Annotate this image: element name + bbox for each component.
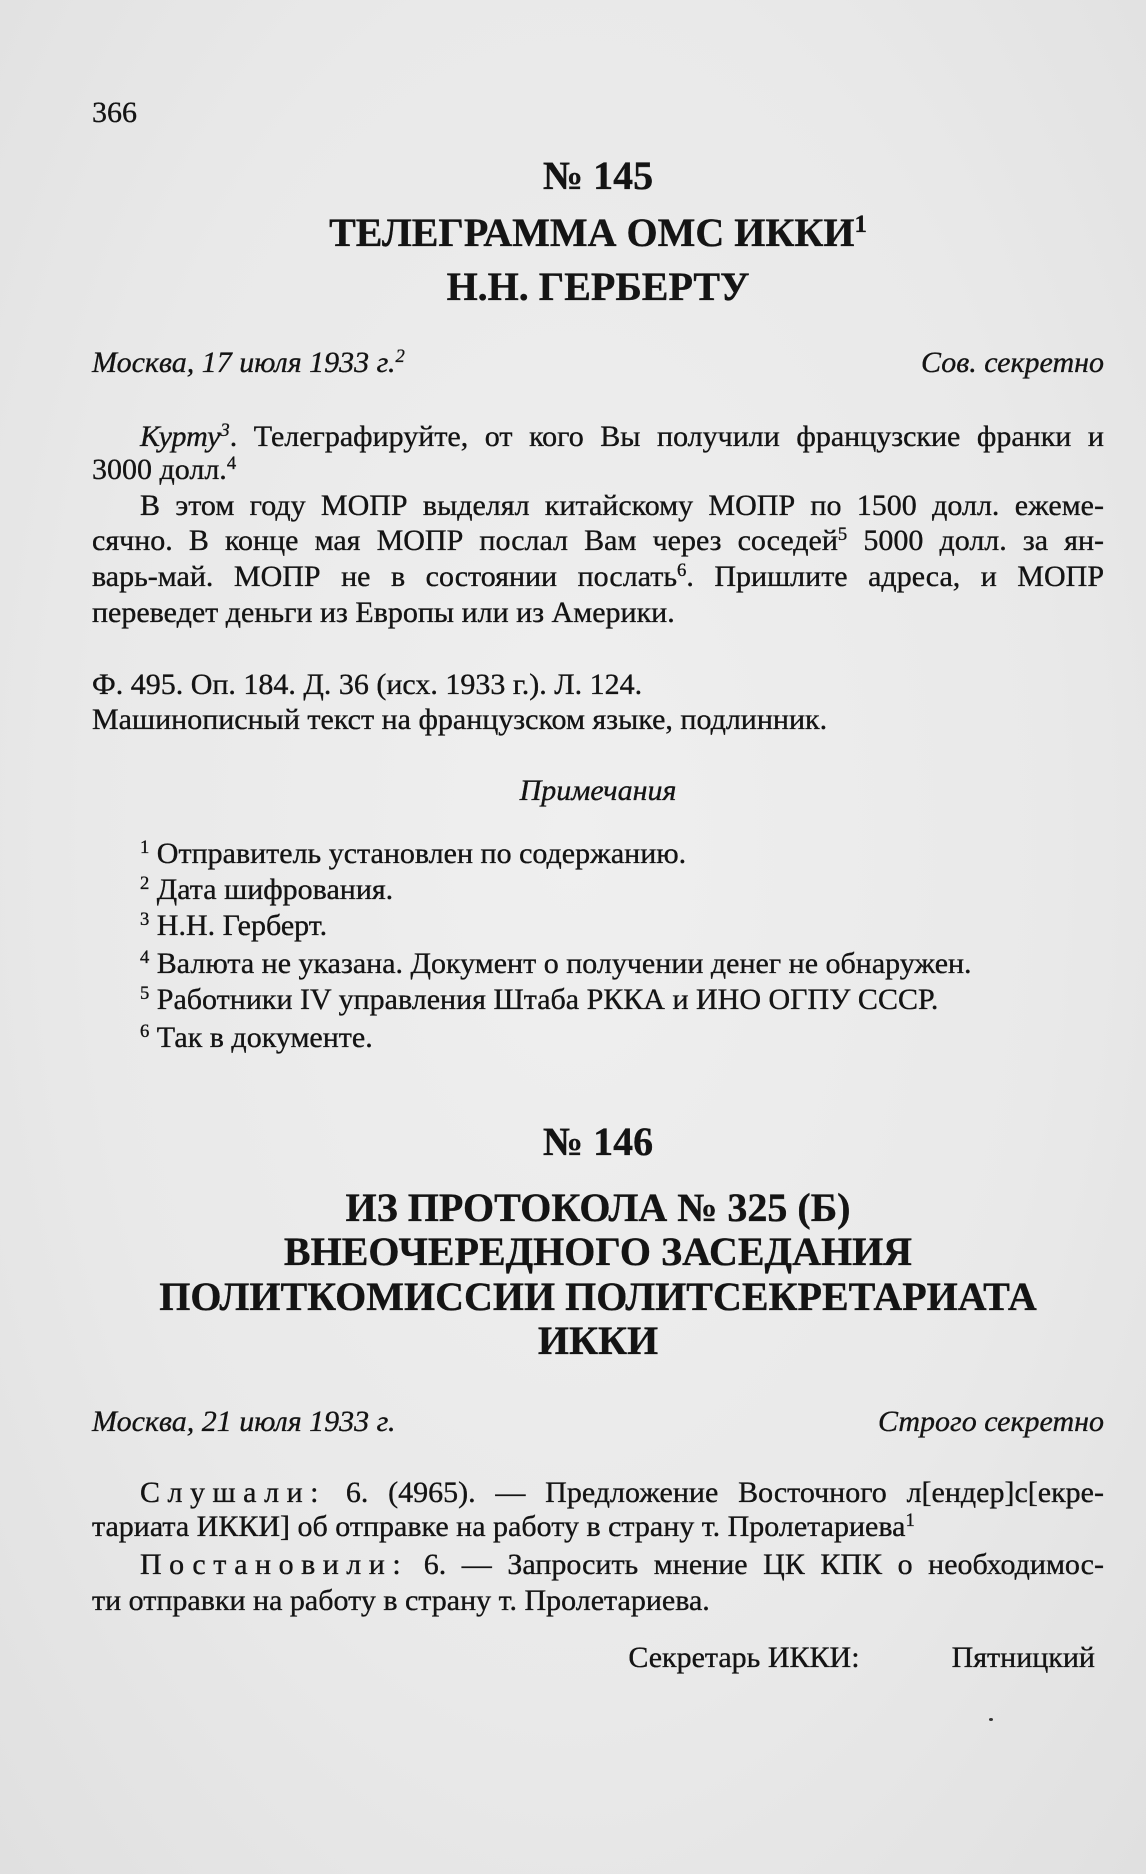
- footnote: [92, 982, 1104, 1018]
- body-line: [92, 559, 1104, 595]
- footnote-marker: 2: [395, 345, 405, 367]
- body-text: . Телеграфируйте, от кого Вы получили французские франки и: [229, 420, 1104, 453]
- footnote: [92, 836, 1104, 872]
- document-description: Машинописный текст на французском языке, подлинник.: [92, 703, 828, 736]
- document-title-line: ПОЛИТКОМИССИИ ПОЛИТСЕКРЕТАРИАТА: [159, 1274, 1037, 1319]
- footnote-number: 5: [140, 982, 150, 1004]
- footnote-text: Работники IV управления Штаба РККА и ИНО ОГПУ СССР.: [156, 983, 939, 1016]
- classification-label: Сов. секретно: [921, 346, 1104, 379]
- body-line: [92, 523, 1104, 559]
- protocol-line: ти отправки на работу в страну т. Пролетариева.: [92, 1584, 710, 1617]
- footnote-marker: 1: [854, 211, 867, 239]
- footnote-number: 6: [140, 1020, 150, 1042]
- page-number: 366: [92, 96, 137, 129]
- footnote-text: Н.Н. Герберт.: [156, 909, 328, 942]
- footnote-number: 4: [140, 946, 150, 968]
- place-date: Москва, 21 июля 1933 г.: [92, 1405, 396, 1438]
- footnote-marker: 4: [226, 452, 237, 474]
- document-meta-line: [92, 1404, 1104, 1440]
- protocol-line: [92, 1509, 1104, 1545]
- footnote: [92, 1020, 1104, 1056]
- footnote-marker: 3: [220, 419, 230, 441]
- body-line: [92, 419, 1104, 455]
- classification-label: Строго секретно: [877, 1405, 1104, 1438]
- footnote-text: Так в документе.: [156, 1021, 373, 1054]
- footnote-number: 3: [140, 908, 150, 930]
- footnote-marker: 5: [837, 523, 848, 545]
- document-number: № 145: [542, 153, 654, 198]
- footnote: [92, 908, 1104, 944]
- protocol-line: [92, 1547, 1104, 1583]
- body-text: . Пришлите адреса, и МОПР: [686, 560, 1104, 593]
- protocol-line: [92, 1475, 1104, 1511]
- signature-title: Секретарь ИККИ:: [628, 1641, 860, 1674]
- document-meta-line: [92, 345, 1104, 381]
- archive-reference: Ф. 495. Оп. 184. Д. 36 (исх. 1933 г.). Л. 124.: [92, 668, 643, 701]
- footnote-text: Дата шифрования.: [156, 873, 394, 906]
- place-date-text: Москва, 17 июля 1933 г.: [92, 346, 396, 379]
- protocol-text: 6. — Запросить мнение ЦК КПК о необходимос-: [408, 1548, 1104, 1581]
- footnote: [92, 872, 1104, 908]
- resolved-label: Постановили:: [140, 1548, 409, 1581]
- notes-heading: Примечания: [519, 774, 677, 807]
- protocol-text: тариата ИККИ] об отправке на работу в страну т. Пролетариева: [92, 1510, 906, 1543]
- scan-speck: [989, 1718, 993, 1721]
- body-text: 5000 долл. за ян-: [847, 524, 1104, 557]
- document-title-line: Н.Н. ГЕРБЕРТУ: [446, 264, 750, 309]
- body-text: варь-май. МОПР не в состоянии послать: [92, 560, 678, 593]
- body-text: 3000 долл.: [92, 453, 227, 486]
- body-line: переведет деньги из Европы или из Америки.: [92, 596, 675, 629]
- body-line: [92, 452, 1104, 488]
- document-title-line: ИККИ: [537, 1318, 659, 1363]
- footnote: [92, 946, 1104, 982]
- document-title-text: ТЕЛЕГРАММА ОМС ИККИ: [329, 210, 855, 255]
- place-date: [92, 345, 405, 381]
- signatory-name: Пятницкий: [951, 1641, 1095, 1674]
- footnote-text: Валюта не указана. Документ о получении денег не обнаружен.: [156, 947, 972, 980]
- document-title-line: ВНЕОЧЕРЕДНОГО ЗАСЕДАНИЯ: [283, 1229, 913, 1274]
- addressee: Курту: [140, 420, 221, 453]
- footnote-text: Отправитель установлен по содержанию.: [156, 837, 687, 870]
- document-title-line: ИЗ ПРОТОКОЛА № 325 (Б): [345, 1185, 851, 1230]
- footnote-number: 1: [140, 836, 150, 858]
- body-text: сячно. В конце мая МОПР послал Вам через соседей: [92, 524, 838, 557]
- document-title-line: [92, 210, 1104, 256]
- body-line: В этом году МОПР выделял китайскому МОПР по 1500 долл. ежеме-: [140, 489, 1104, 522]
- signature-line: [92, 1640, 1104, 1676]
- protocol-text: 6. (4965). — Предложение Восточного л[ендер]с[екре-: [326, 1476, 1104, 1509]
- footnote-number: 2: [140, 872, 150, 894]
- heard-label: Слушали:: [140, 1476, 327, 1509]
- footnote-marker: 6: [677, 559, 687, 581]
- footnote-marker: 1: [905, 1509, 915, 1531]
- document-number: № 146: [542, 1119, 654, 1164]
